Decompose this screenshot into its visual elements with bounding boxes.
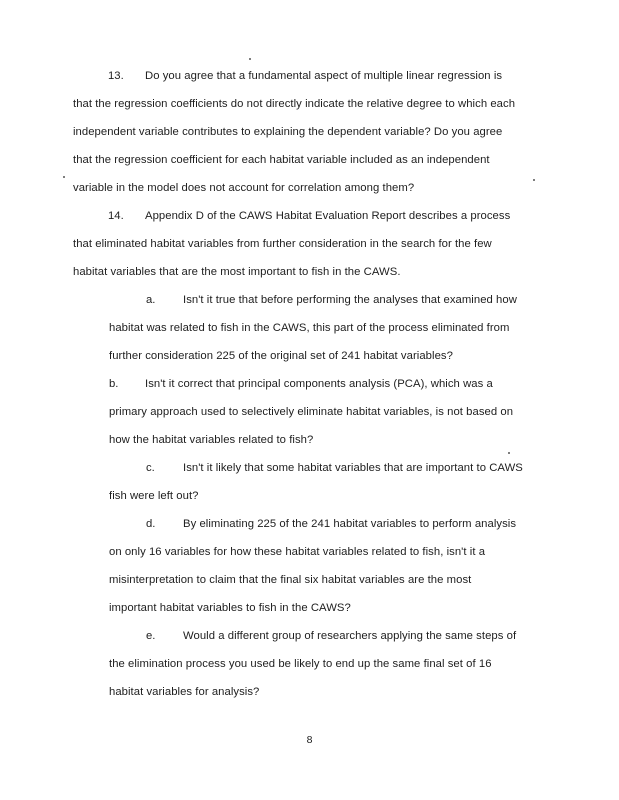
- scan-speck: [508, 452, 510, 454]
- text-line: variable in the model does not account for correlation among them?: [73, 182, 415, 194]
- text-line: on only 16 variables for how these habitat variables related to fish, isn't it a: [109, 546, 486, 558]
- text-line: how the habitat variables related to fish?: [109, 434, 314, 446]
- text-line: Isn't it correct that principal components analysis (PCA), which was a: [145, 378, 493, 390]
- text-line: habitat was related to fish in the CAWS, this part of the process eliminated from: [109, 322, 510, 334]
- text-line: habitat variables that are the most important to fish in the CAWS.: [73, 266, 401, 278]
- text-line: Do you agree that a fundamental aspect of multiple linear regression is: [145, 70, 503, 82]
- sub-question-label: d.: [146, 518, 156, 530]
- text-line: habitat variables for analysis?: [109, 686, 260, 698]
- sub-question-label: a.: [146, 294, 156, 306]
- text-line: Isn't it true that before performing the analyses that examined how: [183, 294, 517, 306]
- text-line: primary approach used to selectively eliminate habitat variables, is not based on: [109, 406, 514, 418]
- text-line: important habitat variables to fish in the CAWS?: [109, 602, 351, 614]
- text-line: Would a different group of researchers applying the same steps of: [183, 630, 517, 642]
- question-number: 13.: [108, 70, 124, 82]
- question-number: 14.: [108, 210, 124, 222]
- text-line: further consideration 225 of the original set of 241 habitat variables?: [109, 350, 453, 362]
- text-line: independent variable contributes to explaining the dependent variable? Do you agree: [73, 126, 503, 138]
- sub-question-label: b.: [109, 378, 119, 390]
- text-line: that the regression coefficient for each habitat variable included as an independent: [73, 154, 490, 166]
- text-line: By eliminating 225 of the 241 habitat variables to perform analysis: [183, 518, 517, 530]
- page-number: 8: [306, 734, 313, 746]
- scan-speck: [533, 179, 535, 181]
- text-line: Appendix D of the CAWS Habitat Evaluation Report describes a process: [145, 210, 511, 222]
- scan-speck: [63, 176, 65, 178]
- text-line: the elimination process you used be likely to end up the same final set of 16: [109, 658, 492, 670]
- text-line: that eliminated habitat variables from further consideration in the search for the few: [73, 238, 492, 250]
- text-line: fish were left out?: [109, 490, 199, 502]
- sub-question-label: e.: [146, 630, 156, 642]
- sub-question-label: c.: [146, 462, 155, 474]
- text-line: that the regression coefficients do not directly indicate the relative degree to which each: [73, 98, 516, 110]
- scan-speck: [249, 58, 251, 60]
- text-line: Isn't it likely that some habitat variables that are important to CAWS: [183, 462, 523, 474]
- text-line: misinterpretation to claim that the final six habitat variables are the most: [109, 574, 472, 586]
